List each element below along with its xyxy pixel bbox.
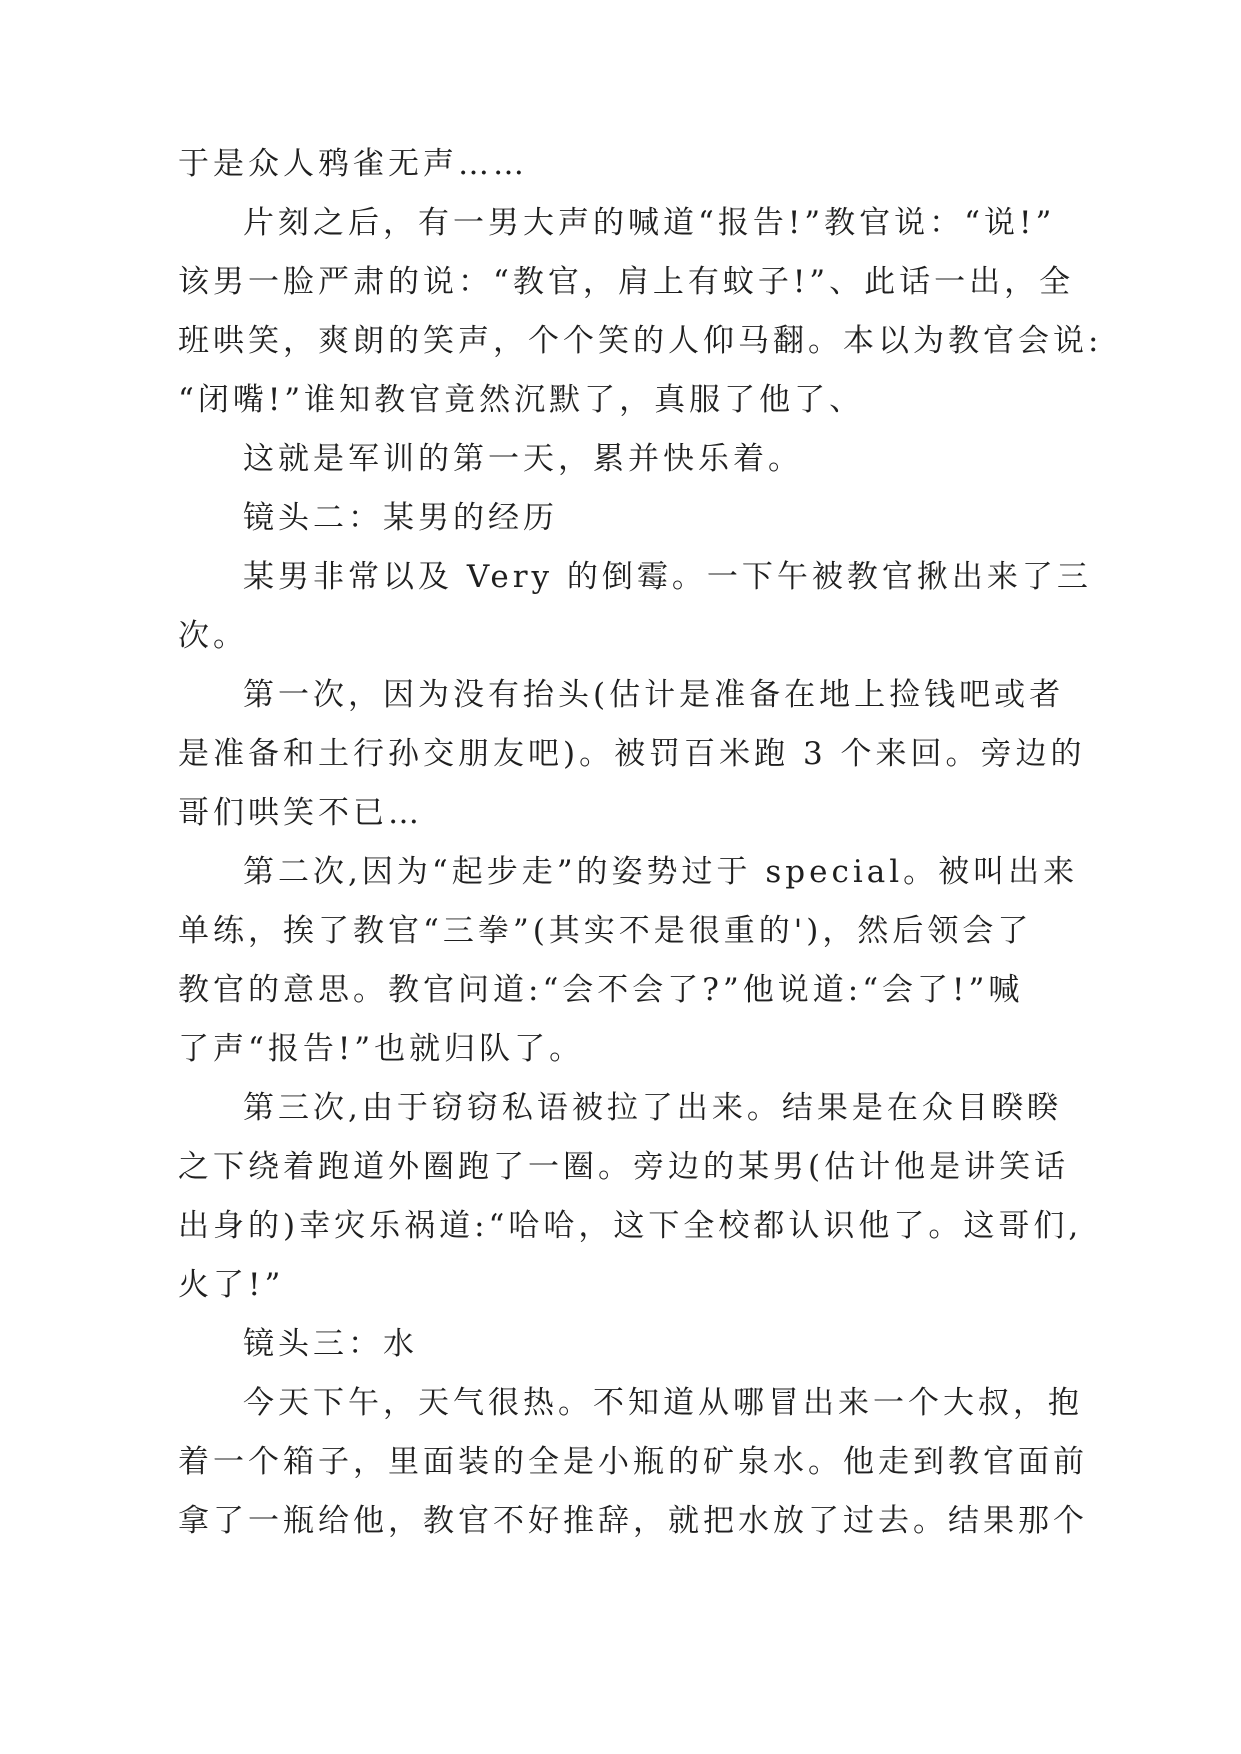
text-line: 哥们哄笑不已… [178,795,423,831]
text-line: 教官的意思。教官问道:“会不会了?”他说道:“会了!”喊 [178,972,1024,1008]
text-line: 第三次,由于窃窃私语被拉了出来。结果是在众目睽睽 [243,1090,1062,1126]
text-line: 第二次,因为“起步走”的姿势过于 special。被叫出来 [243,854,1079,890]
text-line: 班哄笑，爽朗的笑声，个个笑的人仰马翻。本以为教官会说: [178,323,1103,359]
text-line: 是准备和土行孙交朋友吧)。被罚百米跑 3 个来回。旁边的 [178,736,1086,772]
text-line: 了声“报告!”也就归队了。 [178,1031,585,1067]
text-line: 火了!” [178,1267,285,1303]
text-line: 镜头三：水 [243,1326,418,1362]
text-line: 该男一脸严肃的说：“教官，肩上有蚊子!”、此话一出，全 [178,264,1075,300]
text-line: 今天下午，天气很热。不知道从哪冒出来一个大叔，抱 [243,1385,1083,1421]
text-line: 之下绕着跑道外圈跑了一圈。旁边的某男(估计他是讲笑话 [178,1149,1070,1185]
text-line: 拿了一瓶给他，教官不好推辞，就把水放了过去。结果那个 [178,1503,1088,1539]
text-line: 次。 [178,618,248,654]
text-line: 单练，挨了教官“三拳”(其实不是很重的')，然后领会了 [178,913,1033,949]
text-line: 出身的)幸灾乐祸道:“哈哈，这下全校都认识他了。这哥们, [178,1208,1083,1244]
text-line: 这就是军训的第一天，累并快乐着。 [243,441,803,477]
text-line: 某男非常以及 Very 的倒霉。一下午被教官揪出来了三 [243,559,1092,595]
text-line: 第一次，因为没有抬头(估计是准备在地上捡钱吧或者 [243,677,1065,713]
text-line: 着一个箱子，里面装的全是小瓶的矿泉水。他走到教官面前 [178,1444,1088,1480]
text-line: 片刻之后，有一男大声的喊道“报告!”教官说：“说!” [243,205,1056,241]
text-line: 镜头二：某男的经历 [243,500,558,536]
text-line: 于是众人鸦雀无声…… [178,146,528,182]
text-line: “闭嘴!”谁知教官竟然沉默了，真服了他了、 [178,382,865,418]
